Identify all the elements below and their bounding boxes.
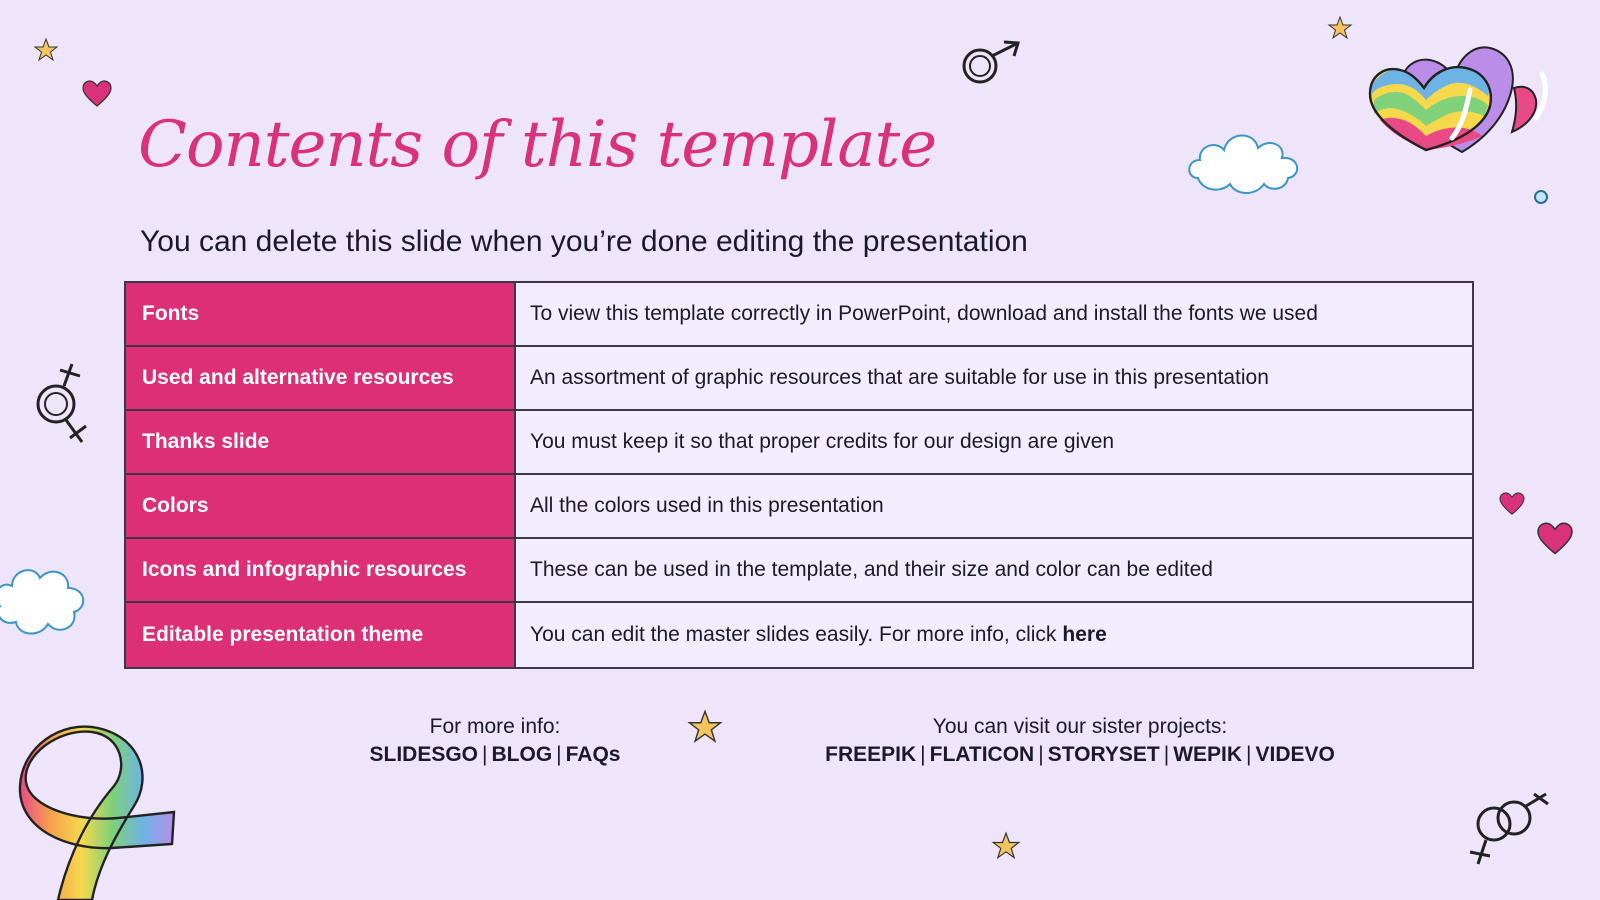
footer-sister-projects-label: You can visit our sister projects:: [932, 715, 1228, 738]
footer-sister-projects-links: [780, 743, 1380, 767]
heart-icon: [82, 80, 112, 108]
row-value: All the colors used in this presentation: [516, 475, 1472, 537]
row-key: Colors: [126, 475, 516, 537]
link-flaticon[interactable]: FLATICON: [929, 743, 1035, 766]
slide-title: Contents of this template: [138, 108, 937, 182]
footer-more-info-label: For more info:: [429, 715, 561, 738]
male-symbol-icon: [960, 38, 1024, 88]
row-key: Thanks slide: [126, 411, 516, 473]
here-link[interactable]: here: [1062, 623, 1107, 646]
female-male-symbol-icon: [30, 360, 90, 448]
star-icon: [1328, 16, 1352, 40]
star-icon: [34, 38, 58, 62]
slide-subtitle: You can delete this slide when you’re done editing the presentation: [140, 225, 1028, 258]
table-row: [126, 283, 1472, 347]
link-separator: |: [1246, 743, 1252, 766]
row-value-text: You can edit the master slides easily. For more info, click: [530, 623, 1057, 646]
heart-icon: [1536, 522, 1574, 556]
circle-dot-icon: [1532, 188, 1550, 206]
link-separator: |: [556, 743, 562, 766]
table-row: [126, 347, 1472, 411]
link-freepik[interactable]: FREEPIK: [825, 743, 917, 766]
row-value: [516, 603, 1472, 667]
table-row: [126, 475, 1472, 539]
row-value: You must keep it so that proper credits for our design are given: [516, 411, 1472, 473]
row-value: These can be used in the template, and their size and color can be edited: [516, 539, 1472, 601]
contents-table: [124, 281, 1474, 669]
link-slidesgo[interactable]: SLIDESGO: [369, 743, 479, 766]
heart-icon: [1498, 492, 1526, 516]
footer-sister-projects: [780, 715, 1380, 767]
link-separator: |: [1038, 743, 1044, 766]
interlocked-female-symbols-icon: [1466, 790, 1556, 870]
link-videvo[interactable]: VIDEVO: [1255, 743, 1335, 766]
row-key: Fonts: [126, 283, 516, 345]
table-row: [126, 539, 1472, 603]
link-faqs[interactable]: FAQs: [565, 743, 621, 766]
footer-more-info-links: [320, 743, 670, 767]
link-storyset[interactable]: STORYSET: [1047, 743, 1160, 766]
row-key: Icons and infographic resources: [126, 539, 516, 601]
star-icon: [688, 710, 722, 744]
link-separator: |: [920, 743, 926, 766]
row-key: Editable presentation theme: [126, 603, 516, 667]
cloud-icon: [1186, 126, 1306, 198]
link-blog[interactable]: BLOG: [491, 743, 553, 766]
link-wepik[interactable]: WEPIK: [1173, 743, 1243, 766]
footer-more-info: [320, 715, 670, 767]
table-row: [126, 603, 1472, 667]
row-value: To view this template correctly in PowerPoint, download and install the fonts we used: [516, 283, 1472, 345]
cloud-icon: [0, 556, 90, 640]
rainbow-ribbon-icon: [18, 726, 180, 900]
row-value: An assortment of graphic resources that are suitable for use in this presentation: [516, 347, 1472, 409]
rainbow-hearts-icon: [1366, 34, 1554, 156]
row-key: Used and alternative resources: [126, 347, 516, 409]
star-icon: [992, 832, 1020, 860]
table-row: [126, 411, 1472, 475]
link-separator: |: [1163, 743, 1170, 766]
link-separator: |: [482, 743, 488, 766]
